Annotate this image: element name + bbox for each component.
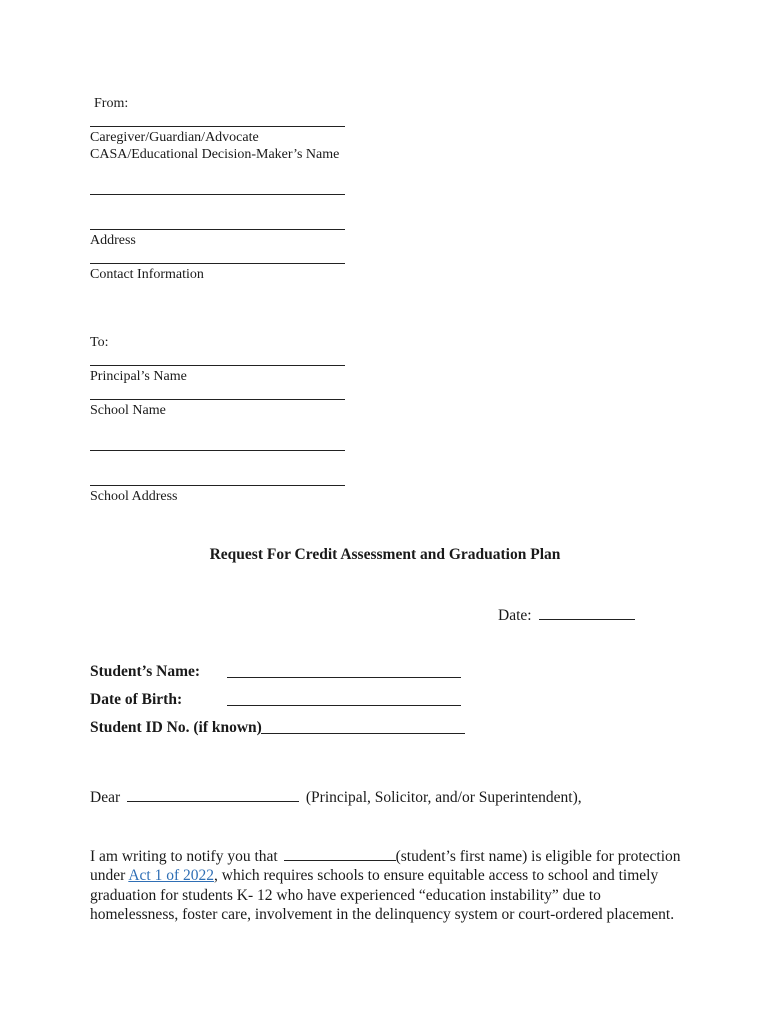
date-row xyxy=(498,605,635,625)
from-name-caption-1: Caregiver/Guardian/Advocate xyxy=(90,130,259,145)
student-name-label: Student’s Name: xyxy=(90,663,201,680)
page-title: Request For Credit Assessment and Graduation Plan xyxy=(209,546,561,563)
salutation-prefix: Dear xyxy=(90,789,121,806)
from-contact-line[interactable] xyxy=(90,263,345,264)
student-first-name-field[interactable] xyxy=(284,846,396,861)
from-name-caption-2: CASA/Educational Decision-Maker’s Name xyxy=(90,147,340,162)
dob-label: Date of Birth: xyxy=(90,691,183,708)
to-principal-caption: Principal’s Name xyxy=(90,369,187,384)
to-school-caption: School Name xyxy=(90,403,166,418)
salutation xyxy=(90,787,582,807)
from-address-line-2[interactable] xyxy=(90,229,345,230)
body-part-1: I am writing to notify you that xyxy=(90,848,278,865)
date-field[interactable] xyxy=(539,605,635,620)
to-school-address-line-2[interactable] xyxy=(90,485,345,486)
body-paragraph xyxy=(90,846,690,924)
to-school-address-line-1[interactable] xyxy=(90,450,345,451)
salutation-suffix: (Principal, Solicitor, and/or Superintendent), xyxy=(305,789,582,806)
student-id-field[interactable] xyxy=(261,733,465,734)
from-contact-caption: Contact Information xyxy=(90,267,204,282)
from-address-caption: Address xyxy=(90,233,136,248)
to-principal-line[interactable] xyxy=(90,365,345,366)
to-school-address-caption: School Address xyxy=(90,489,178,504)
body-part-2: (student’s first name) is eligible for protection under xyxy=(90,848,681,885)
from-label: From: xyxy=(94,96,129,111)
student-id-label: Student ID No. (if known) xyxy=(90,719,262,736)
act-link[interactable]: Act 1 of 2022 xyxy=(128,867,214,885)
to-label: To: xyxy=(90,335,109,350)
date-label: Date: xyxy=(498,607,532,624)
from-address-line-1[interactable] xyxy=(90,194,345,195)
salutation-name-field[interactable] xyxy=(127,787,299,802)
to-school-line[interactable] xyxy=(90,399,345,400)
body-part-3: , which requires schools to ensure equitable access to school and timely graduation for students K- 12 who have experienced “education instability” due to homelessness, foster care, involvement in the delinquency system or court-ordered placement. xyxy=(90,867,675,923)
dob-field[interactable] xyxy=(227,705,461,706)
student-name-field[interactable] xyxy=(227,677,461,678)
from-name-line[interactable] xyxy=(90,126,345,127)
